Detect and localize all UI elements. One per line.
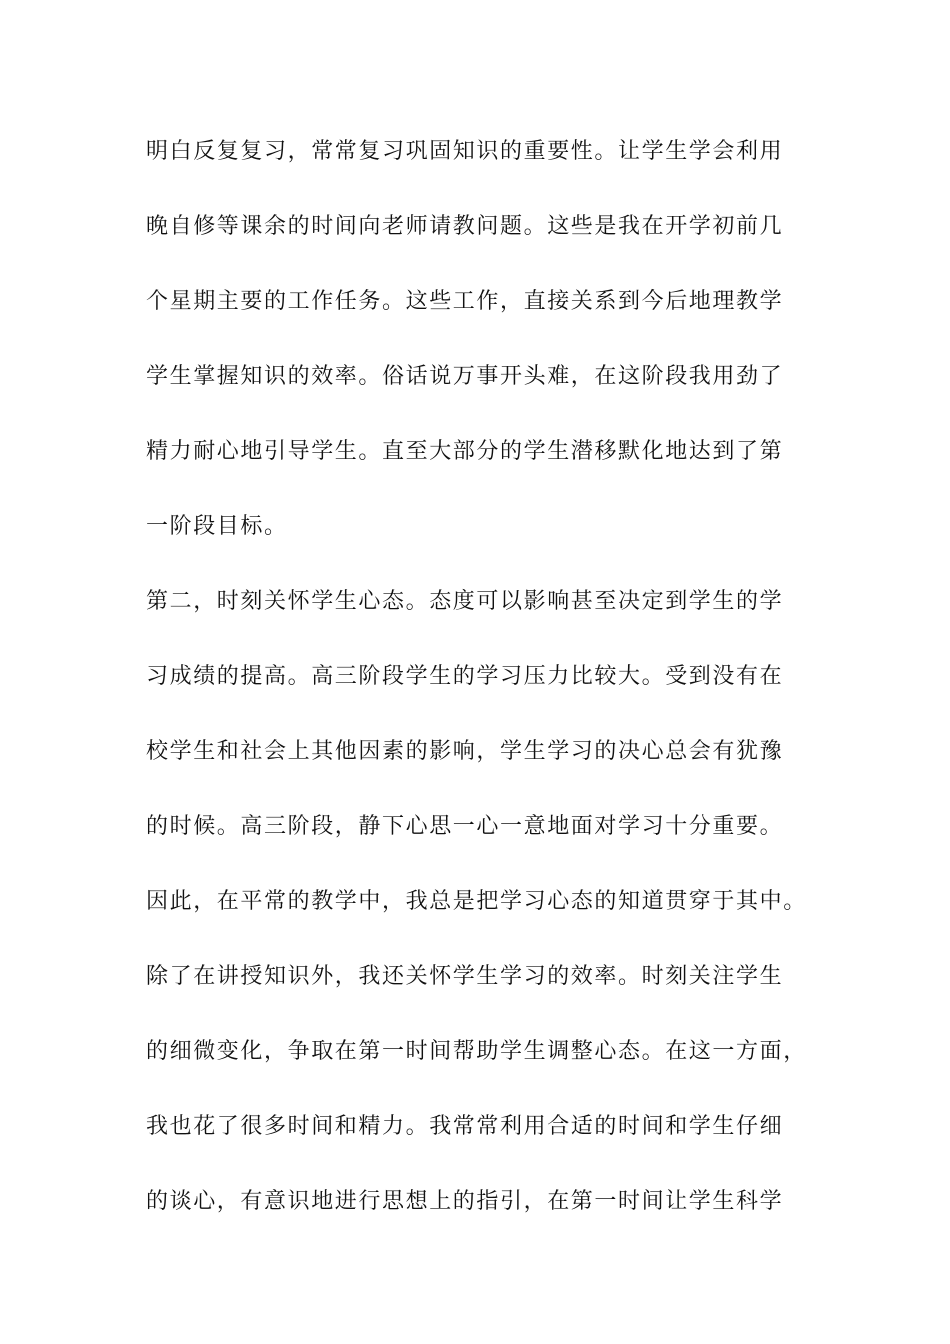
text-line: 因此，在平常的教学中，我总是把学习心态的知道贯穿于其中。	[146, 889, 807, 914]
text-line: 学生掌握知识的效率。俗话说万事开头难，在这阶段我用劲了	[146, 364, 784, 389]
text-line: 一阶段目标。	[146, 514, 288, 539]
text-line: 晚自修等课余的时间向老师请教问题。这些是我在开学初前几	[146, 214, 784, 239]
text-line: 明白反复复习，常常复习巩固知识的重要性。让学生学会利用	[146, 139, 784, 164]
text-line: 第二，时刻关怀学生心态。态度可以影响甚至决定到学生的学	[146, 589, 784, 614]
text-line: 校学生和社会上其他因素的影响，学生学习的决心总会有犹豫	[146, 739, 784, 764]
text-line: 精力耐心地引导学生。直至大部分的学生潜移默化地达到了第	[146, 439, 784, 464]
text-line: 的细微变化，争取在第一时间帮助学生调整心态。在这一方面，	[146, 1039, 807, 1064]
text-line: 的谈心，有意识地进行思想上的指引，在第一时间让学生科学	[146, 1189, 784, 1214]
text-line: 个星期主要的工作任务。这些工作，直接关系到今后地理教学	[146, 289, 784, 314]
text-line: 我也花了很多时间和精力。我常常利用合适的时间和学生仔细	[146, 1114, 784, 1139]
text-line: 除了在讲授知识外，我还关怀学生学习的效率。时刻关注学生	[146, 964, 784, 989]
text-line: 习成绩的提高。高三阶段学生的学习压力比较大。受到没有在	[146, 664, 784, 689]
text-line: 的时候。高三阶段，静下心思一心一意地面对学习十分重要。	[146, 814, 784, 839]
